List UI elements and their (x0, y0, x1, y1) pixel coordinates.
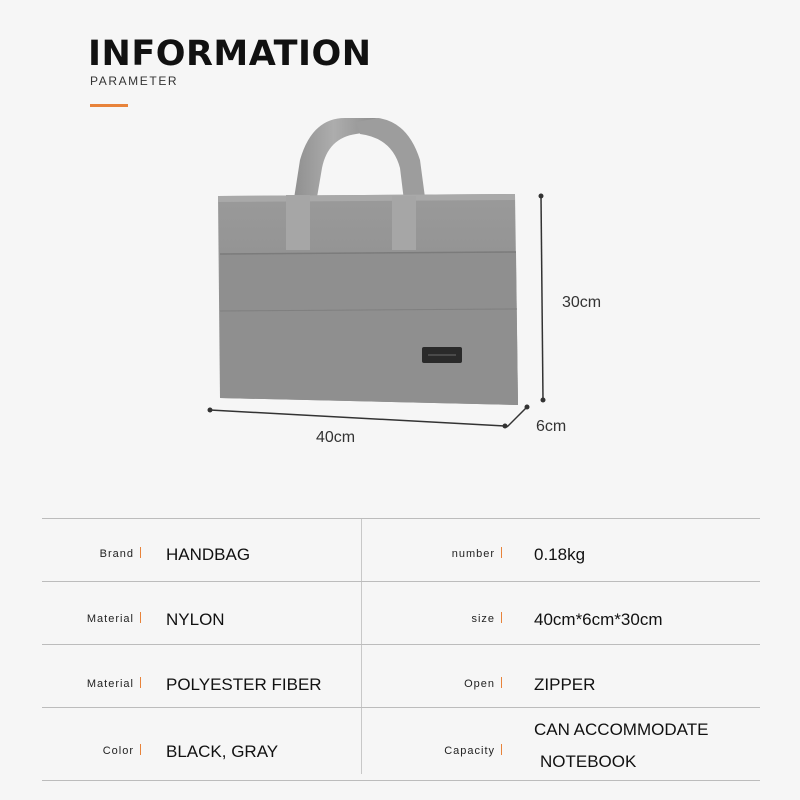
depth-dimension-line (507, 407, 527, 427)
depth-label: 6cm (536, 418, 567, 435)
spec-row (42, 644, 760, 707)
spec-label: Color (42, 744, 141, 757)
spec-value-line1: CAN ACCOMMODATE (534, 720, 709, 739)
spec-label: Open (404, 677, 502, 690)
spec-value: NYLON (166, 610, 225, 629)
spec-label: size (404, 612, 502, 625)
width-dimension-line (210, 410, 505, 426)
spec-label: Capacity (404, 744, 502, 757)
spec-row (42, 581, 760, 644)
spec-value: 40cm*6cm*30cm (534, 610, 663, 629)
spec-value (534, 714, 708, 778)
spec-value-line2: NOTEBOOK (540, 752, 637, 771)
spec-value: BLACK, GRAY (166, 742, 279, 761)
spec-label: number (404, 547, 502, 560)
height-dimension-line (541, 196, 543, 400)
spec-value: 0.18kg (534, 545, 586, 564)
page-title: INFORMATION (88, 34, 372, 74)
spec-label: Material (42, 677, 141, 690)
spec-label: Brand (42, 547, 141, 560)
spec-table (42, 518, 760, 781)
front-pocket (220, 252, 518, 405)
spec-value: ZIPPER (534, 675, 596, 694)
page-subtitle: PARAMETER (90, 74, 179, 88)
height-label: 30cm (562, 294, 602, 311)
spec-row (42, 707, 760, 781)
spec-label: Material (42, 612, 141, 625)
spec-row (42, 518, 760, 581)
spec-value: HANDBAG (166, 545, 251, 564)
width-label: 40cm (316, 429, 356, 446)
spec-value: POLYESTER FIBER (166, 675, 322, 694)
